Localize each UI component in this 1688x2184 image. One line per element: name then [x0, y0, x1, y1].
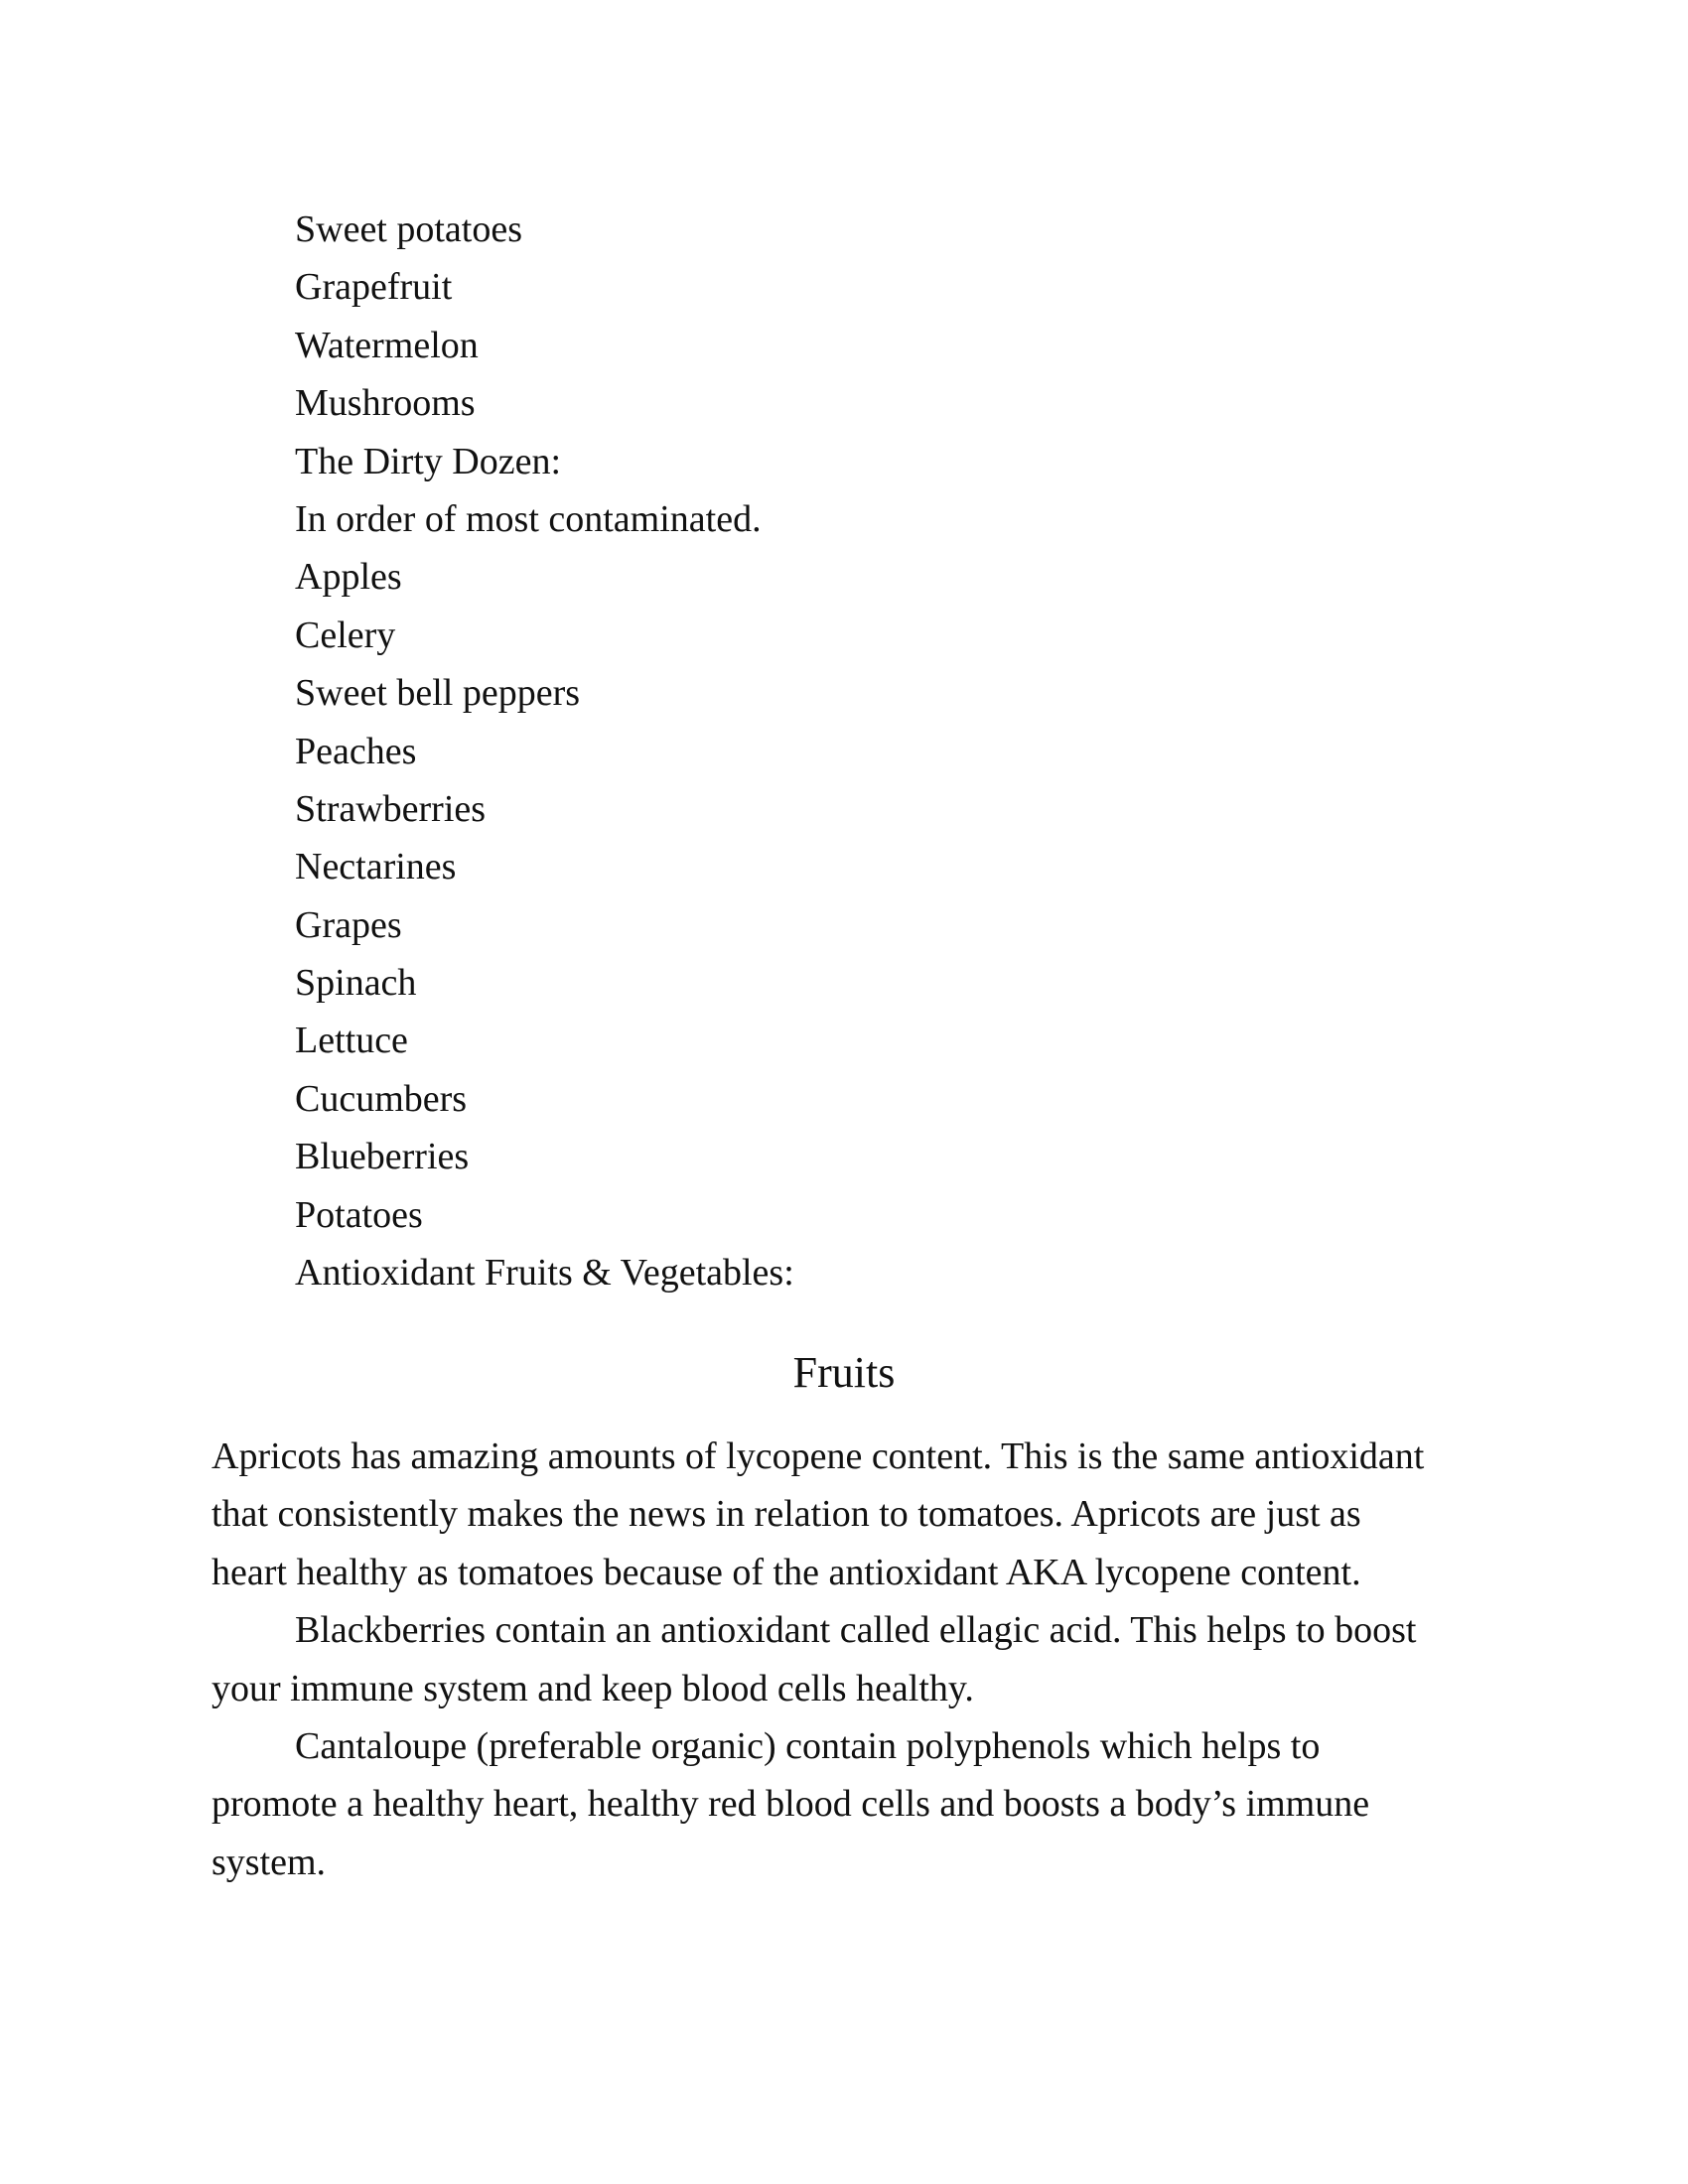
- list-item: Apples: [295, 556, 402, 599]
- section-heading: Fruits: [792, 1348, 896, 1397]
- paragraph-cantaloupe: Cantaloupe (preferable organic) contain polyphenols which helps to promote a healthy heart, healthy red blood cells and boosts a body’s immune system.: [211, 1725, 1370, 1883]
- list-item: Watermelon: [295, 324, 479, 366]
- list-item: Peaches: [295, 730, 417, 772]
- list-item: Sweet bell peppers: [295, 672, 581, 715]
- list-item: Cucumbers: [295, 1077, 468, 1120]
- paragraph-blackberries: Blackberries contain an antioxidant called ellagic acid. This helps to boost your immune system and keep blood cells healthy.: [211, 1609, 1417, 1709]
- list-item: Grapes: [295, 903, 402, 946]
- list-item: Potatoes: [295, 1193, 423, 1236]
- list-item: Sweet potatoes: [295, 208, 523, 250]
- list-item: Mushrooms: [295, 382, 476, 425]
- list-item: Blueberries: [295, 1136, 470, 1178]
- list-item: Spinach: [295, 962, 417, 1005]
- produce-list: [295, 201, 794, 1301]
- body-text: [211, 1428, 1443, 1891]
- list-item: Antioxidant Fruits & Vegetables:: [295, 1252, 794, 1295]
- list-item: In order of most contaminated.: [295, 497, 762, 540]
- list-item: Celery: [295, 614, 396, 656]
- list-item: Lettuce: [295, 1020, 408, 1062]
- list-item: The Dirty Dozen:: [295, 440, 562, 482]
- list-item: Nectarines: [295, 846, 457, 888]
- list-item: Strawberries: [295, 787, 487, 830]
- paragraph-apricots: Apricots has amazing amounts of lycopene content. This is the same antioxidant that consistently makes the news in relation to tomatoes. Apricots are just as heart healthy as tomatoes because of the antioxidant AKA lycopene content.: [211, 1435, 1425, 1593]
- list-item: Grapefruit: [295, 266, 453, 309]
